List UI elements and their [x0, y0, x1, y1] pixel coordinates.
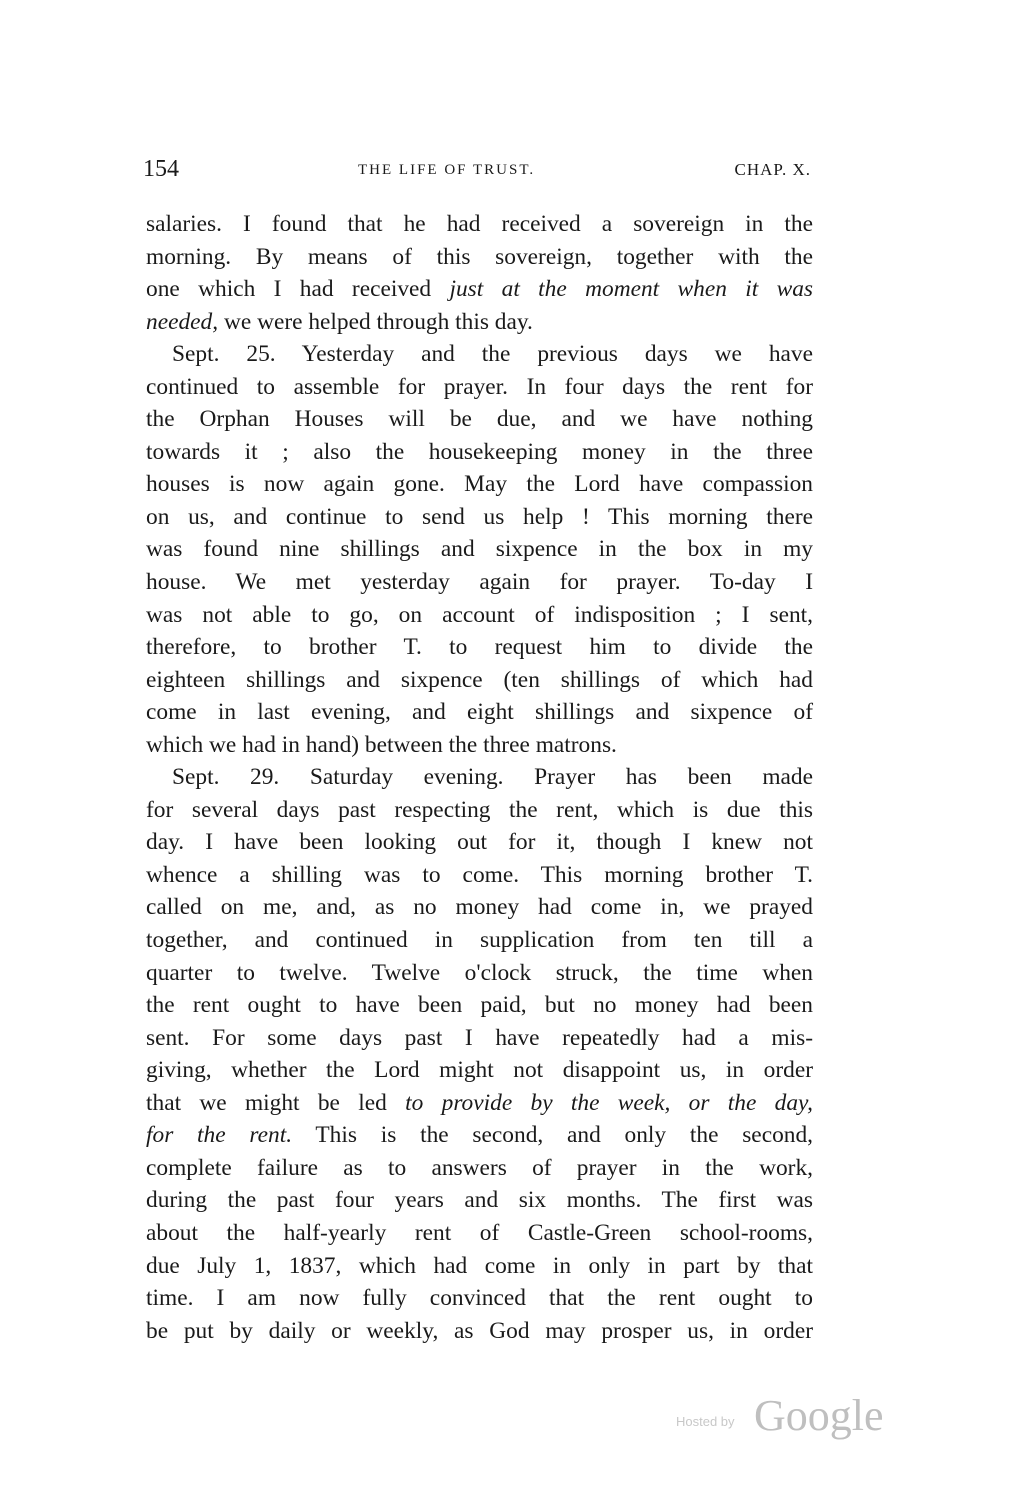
text-line: that we might be led to provide by the week, or the day,: [146, 1089, 813, 1116]
hosted-by-google-watermark: [676, 1392, 886, 1440]
hosted-by-label: Hosted by: [676, 1414, 735, 1429]
text-line: be put by daily or weekly, as God may prosper us, in order: [146, 1317, 813, 1344]
text-line: one which I had received just at the moment when it was: [146, 276, 813, 303]
text-line: whence a shilling was to come. This morning brother T.: [146, 861, 813, 888]
text-line: salaries. I found that he had received a sovereign in the: [146, 211, 813, 237]
text-line: together, and continued in supplication from ten till a: [146, 927, 813, 954]
text-line: eighteen shillings and sixpence (ten shillings of which had: [146, 666, 813, 693]
text-line: therefore, to brother T. to request him to divide the: [146, 634, 813, 661]
text-line: the Orphan Houses will be due, and we have nothing: [146, 406, 813, 433]
chapter-label: CHAP. X.: [734, 160, 811, 179]
text-line: was found nine shillings and sixpence in the box in my: [146, 536, 813, 563]
text-line: morning. By means of this sovereign, together with the: [146, 243, 813, 270]
text-line: which we had in hand) between the three matrons.: [146, 731, 617, 758]
text-line: houses is now again gone. May the Lord have compassion: [146, 471, 813, 498]
text-line: due July 1, 1837, which had come in only in part by that: [146, 1252, 813, 1279]
text-line: giving, whether the Lord might not disappoint us, in order: [146, 1057, 813, 1084]
text-line: house. We met yesterday again for prayer. To-day I: [146, 569, 813, 596]
text-line: quarter to twelve. Twelve o'clock struck, the time when: [146, 959, 813, 986]
text-line: Sept. 29. Saturday evening. Prayer has been made: [172, 764, 813, 791]
text-line: Sept. 25. Yesterday and the previous days we have: [172, 341, 813, 368]
text-line: the rent ought to have been paid, but no money had been: [146, 992, 813, 1019]
running-header: [143, 156, 811, 192]
text-line: during the past four years and six months. The first was: [146, 1187, 813, 1214]
text-line: towards it ; also the housekeeping money in the three: [146, 438, 813, 465]
google-logo: Google: [754, 1391, 884, 1440]
page-number: 154: [143, 156, 179, 182]
text-line: about the half-yearly rent of Castle-Green school-rooms,: [146, 1219, 813, 1246]
text-line: time. I am now fully convinced that the rent ought to: [146, 1285, 813, 1312]
text-line: day. I have been looking out for it, though I knew not: [146, 829, 813, 856]
text-line: continued to assemble for prayer. In four days the rent for: [146, 373, 813, 400]
text-line: was not able to go, on account of indisposition ; I sent,: [146, 601, 813, 628]
text-line: on us, and continue to send us help ! This morning there: [146, 503, 813, 530]
text-line: for the rent. This is the second, and only the second,: [146, 1122, 814, 1149]
text-line: complete failure as to answers of prayer in the work,: [146, 1154, 813, 1181]
page-body-text: [146, 208, 813, 1347]
text-line: called on me, and, as no money had come in, we prayed: [146, 894, 813, 921]
text-line: for several days past respecting the rent, which is due this: [146, 796, 813, 823]
text-line: come in last evening, and eight shillings and sixpence of: [146, 699, 813, 726]
text-line: needed, we were helped through this day.: [146, 308, 533, 335]
running-title: THE LIFE OF TRUST.: [358, 162, 536, 178]
text-line: sent. For some days past I have repeatedly had a mis-: [146, 1024, 813, 1051]
